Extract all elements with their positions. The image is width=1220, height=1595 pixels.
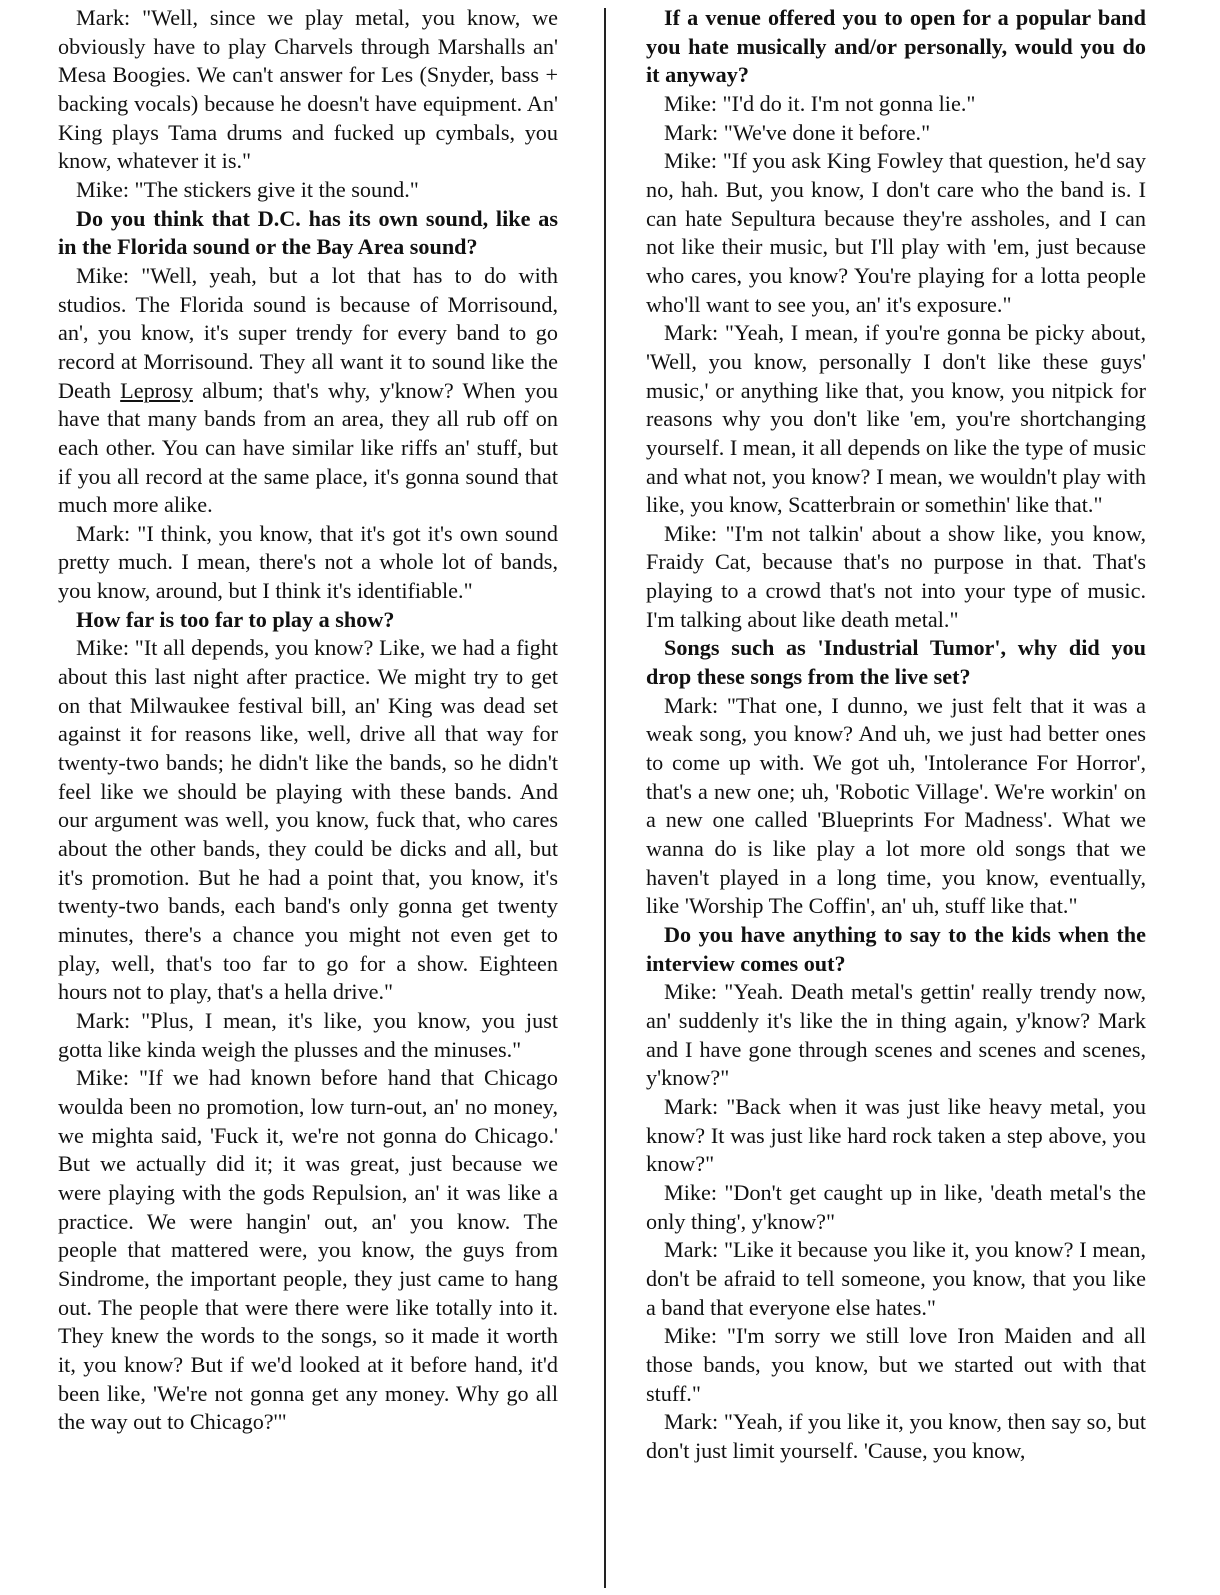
paragraph: Mark: "Plus, I mean, it's like, you know, you just gotta like kinda weigh the plusses and the minuses." (58, 1007, 558, 1062)
paragraph: Mark: "I think, you know, that it's got it's own sound pretty much. I mean, there's not a whole lot of bands, you know, around, but I think it's identifiable." (58, 520, 558, 604)
paragraph: Mike: "I'd do it. I'm not gonna lie." (664, 90, 976, 116)
paragraph: Mark: "We've done it before." (664, 119, 931, 145)
paragraph: Mike: "If you ask King Fowley that question, he'd say no, hah. But, you know, I don't care who the band is. I can hate Sepultura because they're assholes, and I can not like their music, but I'll play with 'em, just because who cares, you know? You're playing for a lotta people who'll want to see you, an' it's exposure." (646, 148, 1146, 317)
paragraph-text: Mike: "Well, yeah, but a lot that has to do with studios. The Florida sound is because of Morrisound, an', you know, it's super trendy for every band to go record at Morrisound. They all want it to sound like the Death (58, 262, 558, 403)
interview-question: How far is too far to play a show? (76, 606, 395, 632)
paragraph: Mike: "If we had known before hand that Chicago woulda been no promotion, low turn-out, an' no money, we mighta said, 'Fuck it, we're not gonna do Chicago.' But we actually did it; it was great, just because we were playing with the gods Repulsion, an' it was like a practice. We were hangin' out, an' you know. The people that mattered were, you know, the guys from Sindrome, the important people, they just came to hang out. The people that were there were like totally into it. They knew the words to the songs, so it made it worth it, you know? But if we'd looked at it before hand, it'd been like, 'We're not gonna get any money. Why go all the way out to Chicago?'" (58, 1065, 558, 1435)
paragraph: Mike: "The stickers give it the sound." (76, 176, 419, 202)
paragraph: Mark: "Yeah, if you like it, you know, then say so, but don't just limit yourself. 'Cause, you know, (646, 1409, 1146, 1463)
paragraph: Mike: "I'm not talkin' about a show like, you know, Fraidy Cat, because that's no purpose in that. That's playing to a crowd that's not into your type of music. I'm talking about like death metal." (646, 520, 1146, 632)
paragraph: Mark: "Back when it was just like heavy metal, you know? It was just like hard rock taken a step above, you know?" (646, 1093, 1146, 1177)
album-title: Leprosy (120, 377, 193, 403)
interview-question: Songs such as 'Industrial Tumor', why did you drop these songs from the live set? (646, 635, 1146, 690)
paragraph: Mike: "Yeah. Death metal's gettin' really trendy now, an' suddenly it's like the in thing again, y'know? Mark and I have gone through scenes and scenes and scenes, y'know?" (646, 979, 1146, 1091)
right-column (646, 4, 1146, 1465)
paragraph: Mark: "Like it because you like it, you know? I mean, don't be afraid to tell someone, you know, that you like a band that everyone else hates." (646, 1237, 1146, 1320)
paragraph: Mike: "Don't get caught up in like, 'death metal's the only thing', y'know?" (646, 1179, 1146, 1234)
left-column (58, 4, 558, 1437)
interview-question: Do you have anything to say to the kids when the interview comes out? (646, 922, 1146, 976)
paragraph: Mike: "I'm sorry we still love Iron Maiden and all those bands, you know, but we started out with that stuff." (646, 1323, 1146, 1406)
interview-question: If a venue offered you to open for a popular band you hate musically and/or personally, would you do it anyway? (646, 5, 1146, 88)
paragraph: Mark: "Well, since we play metal, you know, we obviously have to play Charvels through Marshalls an' Mesa Boogies. We can't answer for Les (Snyder, bass + backing vocals) because he doesn't have equipment. An' King plays Tama drums and fucked up cymbals, you know, whatever it is." (58, 5, 558, 174)
column-divider (604, 8, 606, 1588)
paragraph: Mark: "Yeah, I mean, if you're gonna be picky about, 'Well, you know, personally I don't like these guys' music,' or anything like that, you know, you nitpick for reasons why you don't like 'em, you're shortchanging yourself. I mean, it all depends on like the type of music and what not, you know? I mean, we wouldn't play with like, you know, Scatterbrain or somethin' like that." (646, 320, 1146, 518)
interview-question: Do you think that D.C. has its own sound, like as in the Florida sound or the Bay Area sound? (58, 205, 558, 260)
paragraph: Mike: "It all depends, you know? Like, we had a fight about this last night after practice. We might try to get on that Milwaukee festival bill, an' King was dead set against it for reasons like, well, drive all that way for twenty-two bands; he didn't like the bands, so he didn't feel like we should be playing with these bands. And our argument was well, you know, fuck that, who cares about the other bands, they could be dicks and all, but it's promotion. But he had a point that, you know, it's twenty-two bands, each band's only gonna get twenty minutes, there's a chance you might not even get to play, well, that's too far to go for a show. Eighteen hours not to play, that's a hella drive." (58, 635, 558, 1005)
paragraph: Mark: "That one, I dunno, we just felt that it was a weak song, you know? And uh, we just had better ones to come up with. We got uh, 'Intolerance For Horror', that's a new one; uh, 'Robotic Village'. We're workin' on a new one called 'Blueprints For Madness'. What we wanna do is like play a lot more old songs that we haven't played in a long time, you know, eventually, like 'Worship The Coffin', an' uh, stuff like that." (646, 692, 1146, 919)
paragraph-text: album; that's why, y'know? When you have that many bands from an area, they all rub off on each other. You can have similar like riffs an' stuff, but if you all record at the same place, it's gonna sound that much more alike. (58, 377, 558, 518)
paragraph (58, 262, 558, 520)
